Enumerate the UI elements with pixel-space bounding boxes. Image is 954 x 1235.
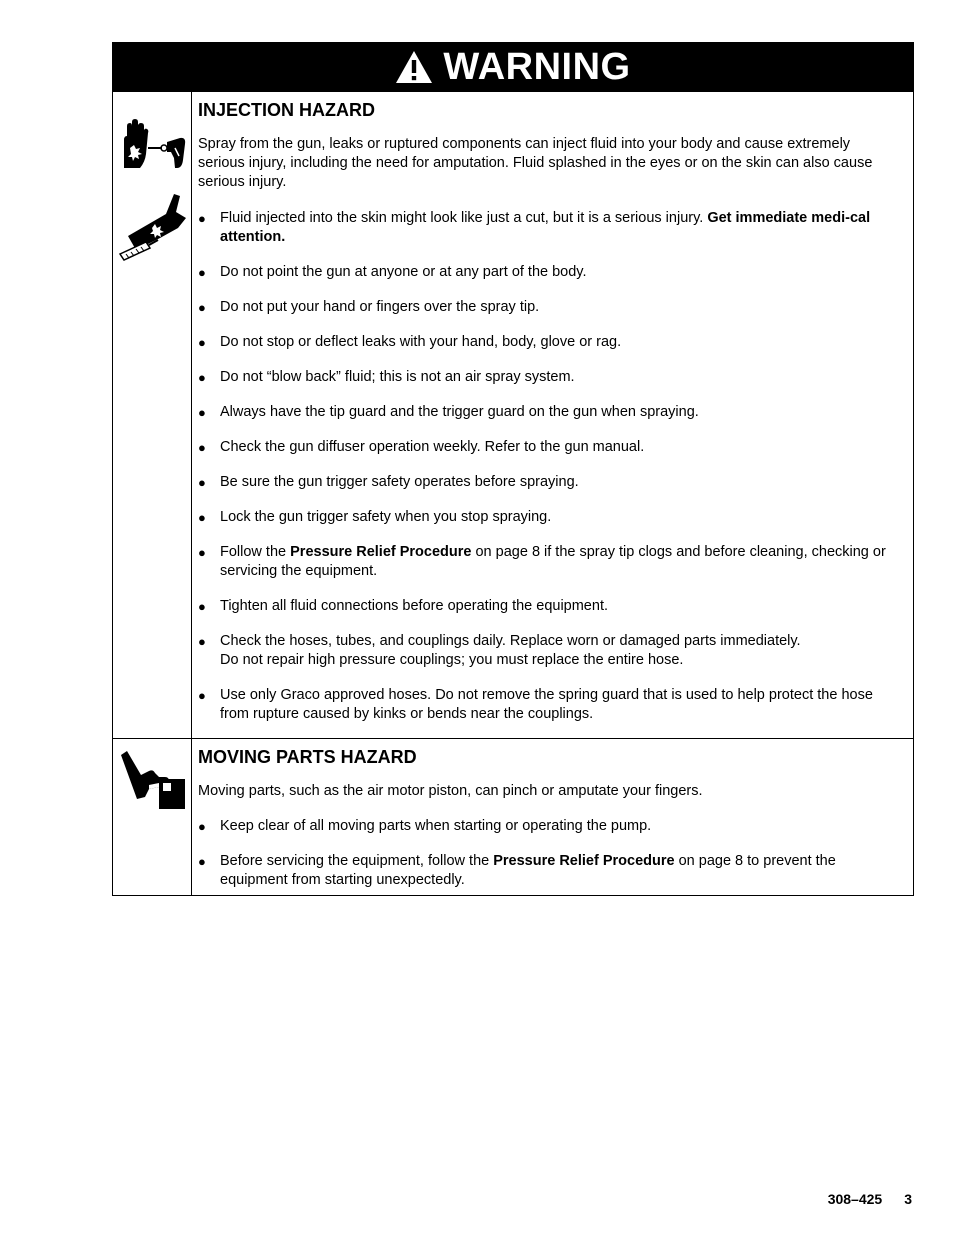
bullet-icon: ● xyxy=(198,854,206,869)
list-item: ● Do not “blow back” fluid; this is not an air spray system. xyxy=(198,369,575,385)
bullet-icon: ● xyxy=(198,370,206,385)
injection-icons xyxy=(113,92,192,738)
moving-parts-text xyxy=(192,739,913,895)
list-item: ● Check the hoses, tubes, and couplings daily. Replace worn or damaged parts immediately. Do not repair high pressure couplings; you must replace the entire hose. xyxy=(198,633,801,668)
moving-parts-hazard-section xyxy=(113,738,913,895)
bullet-icon: ● xyxy=(198,211,206,226)
list-item: ● Before servicing the equipment, follow the Pressure Relief Procedure on page 8 to prevent the equipment from starting unexpectedly. xyxy=(198,853,836,888)
warning-title: WARNING xyxy=(443,45,631,88)
bullet-icon: ● xyxy=(198,599,206,614)
bullet-icon: ● xyxy=(198,265,206,280)
list-item: ● Use only Graco approved hoses. Do not remove the spring guard that is used to help protect the hose from rupture caused by kinks or bends near the couplings. xyxy=(198,687,873,722)
bullet-icon: ● xyxy=(198,475,206,490)
injection-intro: Spray from the gun, leaks or ruptured components can inject fluid into your body and cause extremely serious injury, including the need for amputation. Fluid splashed in the eyes or on the skin can also cause serious injury. xyxy=(198,136,873,190)
doc-number: 308–425 xyxy=(827,1191,883,1207)
page-footer xyxy=(828,1191,912,1207)
warning-box xyxy=(112,42,914,896)
list-item: ● Fluid injected into the skin might look like just a cut, but it is a serious injury. Get immediate medi-cal attention. xyxy=(198,210,871,245)
bullet-icon: ● xyxy=(198,819,206,834)
bullet-icon: ● xyxy=(198,300,206,315)
moving-parts-icons xyxy=(113,739,192,895)
list-item: ● Tighten all fluid connections before operating the equipment. xyxy=(198,598,608,614)
injection-hazard-section xyxy=(113,91,913,738)
injection-hazard-title: INJECTION HAZARD xyxy=(198,100,376,120)
page-number: 3 xyxy=(904,1191,912,1207)
injection-text xyxy=(192,92,913,738)
list-item: ● Always have the tip guard and the trigger guard on the gun when spraying. xyxy=(198,404,699,420)
bullet-icon: ● xyxy=(198,634,206,649)
list-item: ● Check the gun diffuser operation weekly. Refer to the gun manual. xyxy=(198,439,645,455)
moving-parts-hazard-title: MOVING PARTS HAZARD xyxy=(198,747,417,767)
bullet-icon: ● xyxy=(198,405,206,420)
list-item: ● Do not stop or deflect leaks with your hand, body, glove or rag. xyxy=(198,334,622,350)
list-item: ● Do not put your hand or fingers over the spray tip. xyxy=(198,299,540,315)
moving-parts-intro: Moving parts, such as the air motor piston, can pinch or amputate your fingers. xyxy=(198,783,703,799)
hand-spray-gun-icon xyxy=(118,118,188,176)
moving-parts-bullet-list xyxy=(198,817,899,890)
arm-injection-icon xyxy=(116,192,188,262)
list-item: ● Follow the Pressure Relief Procedure on page 8 if the spray tip clogs and before cleaning, checking or servicing the equipment. xyxy=(198,544,886,579)
list-item: ● Lock the gun trigger safety when you stop spraying. xyxy=(198,509,552,525)
bullet-icon: ● xyxy=(198,510,206,525)
bullet-icon: ● xyxy=(198,688,206,703)
list-item: ● Do not point the gun at anyone or at any part of the body. xyxy=(198,264,587,280)
hand-pinch-icon xyxy=(119,749,185,811)
bullet-icon: ● xyxy=(198,440,206,455)
list-item: ● Be sure the gun trigger safety operates before spraying. xyxy=(198,474,579,490)
bullet-icon: ● xyxy=(198,335,206,350)
bullet-icon: ● xyxy=(198,545,206,560)
injection-bullet-list xyxy=(198,209,899,724)
warning-triangle-icon xyxy=(395,50,433,84)
warning-banner xyxy=(113,43,913,91)
list-item: ● Keep clear of all moving parts when starting or operating the pump. xyxy=(198,818,652,834)
